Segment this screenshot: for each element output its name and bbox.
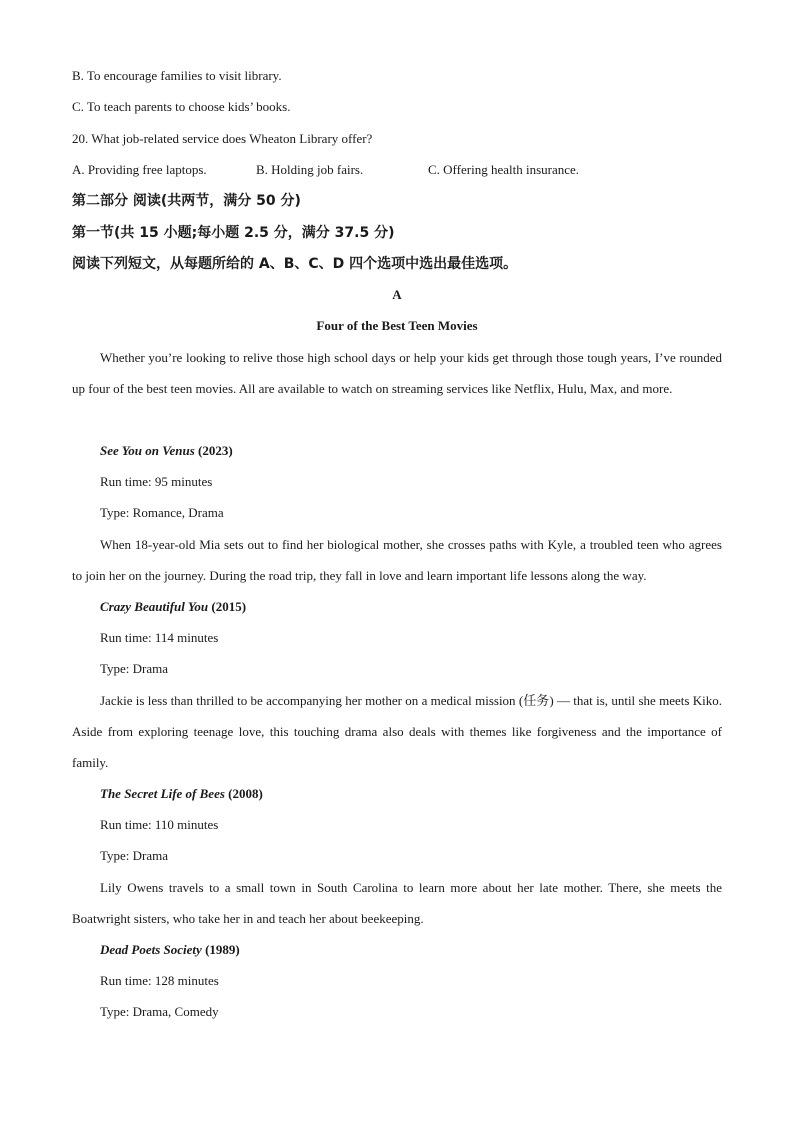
movie-runtime: Run time: 128 minutes bbox=[100, 973, 219, 988]
movie-heading bbox=[100, 443, 233, 459]
q19-option-c: C. To teach parents to choose kids’ books. bbox=[72, 99, 291, 114]
movie-heading bbox=[100, 942, 240, 958]
movie-title: Crazy Beautiful You bbox=[100, 599, 209, 614]
sub-heading: 第一节(共 15 小题;每小题 2.5 分，满分 37.5 分) bbox=[72, 225, 395, 241]
movie-runtime: Run time: 114 minutes bbox=[100, 630, 219, 645]
movie-title: Dead Poets Society bbox=[100, 942, 202, 957]
movie-title: The Secret Life of Bees bbox=[100, 786, 225, 801]
passage-letter: A bbox=[392, 287, 402, 302]
movie-description: Jackie is less than thrilled to be accompanying her mother on a medical mission (任务) — that is, until she meets Kiko. Aside from exploring teenage love, this touching drama also deals with themes like forgiveness and the importance of family. bbox=[72, 693, 722, 770]
movie-type: Type: Drama, Comedy bbox=[100, 1004, 219, 1019]
q20-option-c: C. Offering health insurance. bbox=[428, 162, 580, 177]
instruction: 阅读下列短文，从每题所给的 A、B、C、D 四个选项中选出最佳选项。 bbox=[72, 256, 518, 272]
intro-paragraph: Whether you’re looking to relive those high school days or help your kids get through those tough years, I’ve rounded up four of the best teen movies. All are available to watch on streaming services like Netflix, Hulu, Max, and more. bbox=[72, 350, 722, 396]
q19-option-b: B. To encourage families to visit library. bbox=[72, 68, 282, 83]
movie-heading bbox=[100, 599, 246, 615]
movie-runtime: Run time: 110 minutes bbox=[100, 817, 219, 832]
movie-type: Type: Romance, Drama bbox=[100, 505, 224, 520]
movie-year: (2008) bbox=[224, 786, 263, 801]
movie-type: Type: Drama bbox=[100, 848, 169, 863]
movie-type: Type: Drama bbox=[100, 661, 169, 676]
q20-stem: 20. What job-related service does Wheaton Library offer? bbox=[72, 131, 373, 146]
movie-year: (2023) bbox=[194, 443, 233, 458]
q20-option-a: A. Providing free laptops. bbox=[72, 162, 207, 177]
movie-year: (2015) bbox=[208, 599, 247, 614]
movie-heading bbox=[100, 786, 263, 802]
movie-year: (1989) bbox=[201, 942, 240, 957]
passage-title: Four of the Best Teen Movies bbox=[316, 318, 478, 333]
part-heading: 第二部分 阅读(共两节，满分 50 分) bbox=[72, 193, 301, 209]
movie-description: When 18-year-old Mia sets out to find her biological mother, she crosses paths with Kyle, a troubled teen who agrees to join her on the journey. During the road trip, they fall in love and learn important life lessons along the way. bbox=[72, 537, 722, 583]
movie-title: See You on Venus bbox=[100, 443, 195, 458]
movie-description: Lily Owens travels to a small town in South Carolina to learn more about her late mother. There, she meets the Boatwright sisters, who take her in and teach her about beekeeping. bbox=[72, 880, 722, 926]
q20-option-b: B. Holding job fairs. bbox=[256, 162, 364, 177]
movie-runtime: Run time: 95 minutes bbox=[100, 474, 213, 489]
